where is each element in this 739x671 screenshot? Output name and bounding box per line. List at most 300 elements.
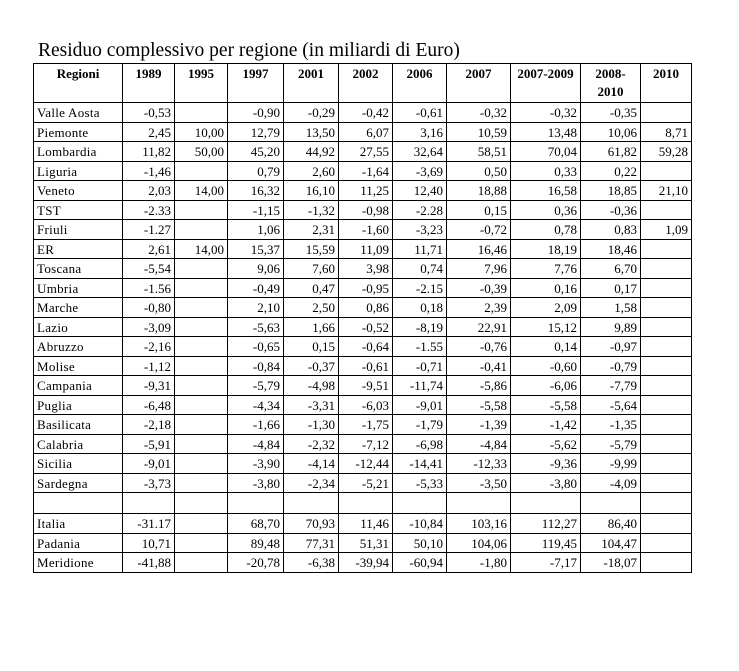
table-cell: -2.28 [393, 200, 447, 220]
table-cell [641, 454, 692, 474]
table-cell: 6,70 [581, 259, 641, 279]
table-cell: 119,45 [511, 533, 581, 553]
region-name: TST [34, 200, 123, 220]
table-cell [641, 415, 692, 435]
column-header: 2007 [447, 64, 511, 103]
table-cell [641, 278, 692, 298]
table-cell: -4,14 [284, 454, 339, 474]
table-cell: 0,15 [284, 337, 339, 357]
table-cell [175, 415, 228, 435]
table-cell: -7,79 [581, 376, 641, 396]
column-header: 2002 [339, 64, 393, 103]
table-cell: 0,16 [511, 278, 581, 298]
table-cell: 16,58 [511, 181, 581, 201]
empty-cell [34, 493, 123, 514]
table-cell: -5,79 [581, 434, 641, 454]
table-cell: 12,79 [228, 122, 284, 142]
table-cell: -2,32 [284, 434, 339, 454]
region-name: Calabria [34, 434, 123, 454]
table-cell: -0,64 [339, 337, 393, 357]
table-cell: 9,06 [228, 259, 284, 279]
table-cell: -1,60 [339, 220, 393, 240]
table-cell: 14,00 [175, 181, 228, 201]
table-cell: 2,60 [284, 161, 339, 181]
table-row [34, 415, 692, 435]
table-row [34, 434, 692, 454]
table-cell: 2,61 [123, 239, 175, 259]
empty-cell [175, 493, 228, 514]
region-name: Liguria [34, 161, 123, 181]
table-cell: 1,58 [581, 298, 641, 318]
table-cell: 10,00 [175, 122, 228, 142]
empty-cell [284, 493, 339, 514]
table-cell: -6,98 [393, 434, 447, 454]
table-cell: -39,94 [339, 553, 393, 573]
table-cell: 9,89 [581, 317, 641, 337]
table-cell: -3,69 [393, 161, 447, 181]
table-cell: -5,33 [393, 473, 447, 493]
table-cell: -0,29 [284, 103, 339, 123]
table-cell: -1,80 [447, 553, 511, 573]
table-row [34, 298, 692, 318]
table-cell: 11,09 [339, 239, 393, 259]
table-cell: -0,98 [339, 200, 393, 220]
table-cell: -2.33 [123, 200, 175, 220]
table-cell: 0,15 [447, 200, 511, 220]
table-cell: 2,45 [123, 122, 175, 142]
table-row [34, 161, 692, 181]
table-cell: -0,79 [581, 356, 641, 376]
table-cell: -0,76 [447, 337, 511, 357]
table-cell [175, 434, 228, 454]
table-body [34, 103, 692, 573]
table-cell: 7,60 [284, 259, 339, 279]
table-cell: -5,86 [447, 376, 511, 396]
table-cell: 13,48 [511, 122, 581, 142]
table-cell [175, 200, 228, 220]
table-cell: 104,47 [581, 533, 641, 553]
table-row [34, 239, 692, 259]
table-cell: 70,04 [511, 142, 581, 162]
table-cell [641, 259, 692, 279]
table-cell: -7,12 [339, 434, 393, 454]
table-cell: 0,83 [581, 220, 641, 240]
column-header: 2010 [641, 64, 692, 103]
region-name: Abruzzo [34, 337, 123, 357]
table-cell: -0,42 [339, 103, 393, 123]
table-cell: 0,18 [393, 298, 447, 318]
table-cell: 0,78 [511, 220, 581, 240]
table-cell: -5,91 [123, 434, 175, 454]
table-cell: -9,01 [123, 454, 175, 474]
table-cell: -6,38 [284, 553, 339, 573]
table-cell: 112,27 [511, 514, 581, 534]
table-cell: 1,09 [641, 220, 692, 240]
table-cell: -0,95 [339, 278, 393, 298]
table-cell [175, 278, 228, 298]
table-cell: -1.56 [123, 278, 175, 298]
table-cell: 11,46 [339, 514, 393, 534]
table-cell: 7,96 [447, 259, 511, 279]
table-cell: -9,31 [123, 376, 175, 396]
table-cell: -4,84 [447, 434, 511, 454]
table-cell: 51,31 [339, 533, 393, 553]
table-cell: 10,59 [447, 122, 511, 142]
table-cell: -1,15 [228, 200, 284, 220]
table-cell: 2,39 [447, 298, 511, 318]
empty-cell [581, 493, 641, 514]
region-name: ER [34, 239, 123, 259]
table-cell: 18,88 [447, 181, 511, 201]
region-name: Campania [34, 376, 123, 396]
table-cell: -4,34 [228, 395, 284, 415]
table-cell [641, 533, 692, 553]
table-cell: -0,32 [447, 103, 511, 123]
table-row [34, 317, 692, 337]
table-cell: 44,92 [284, 142, 339, 162]
region-name: Padania [34, 533, 123, 553]
table-cell: 11,82 [123, 142, 175, 162]
table-cell [175, 337, 228, 357]
table-cell: -12,33 [447, 454, 511, 474]
table-cell: -5,64 [581, 395, 641, 415]
region-name: Marche [34, 298, 123, 318]
header-row [34, 64, 692, 103]
table-cell: -0,49 [228, 278, 284, 298]
table-cell: -3,50 [447, 473, 511, 493]
table-cell: -1,39 [447, 415, 511, 435]
table-cell: 15,59 [284, 239, 339, 259]
table-cell: -0,32 [511, 103, 581, 123]
table-cell: 16,32 [228, 181, 284, 201]
table-cell: 18,46 [581, 239, 641, 259]
table-cell: 77,31 [284, 533, 339, 553]
table-cell: -1,42 [511, 415, 581, 435]
column-header: 1997 [228, 64, 284, 103]
table-cell [641, 395, 692, 415]
table-row [34, 259, 692, 279]
table-row [34, 278, 692, 298]
table-cell: -5,58 [511, 395, 581, 415]
table-row [34, 200, 692, 220]
table-cell: 2,09 [511, 298, 581, 318]
table-cell: 50,00 [175, 142, 228, 162]
table-cell: 68,70 [228, 514, 284, 534]
column-header: Regioni [34, 64, 123, 103]
table-cell: -4,98 [284, 376, 339, 396]
table-cell: -0,90 [228, 103, 284, 123]
table-cell: -1,12 [123, 356, 175, 376]
table-cell: -11,74 [393, 376, 447, 396]
table-cell: -0,37 [284, 356, 339, 376]
table-cell: -0,84 [228, 356, 284, 376]
table-cell: 18,85 [581, 181, 641, 201]
table-cell: 1,66 [284, 317, 339, 337]
table-cell: -9,01 [393, 395, 447, 415]
table-cell [641, 161, 692, 181]
table-cell: 0,33 [511, 161, 581, 181]
column-header: 1989 [123, 64, 175, 103]
table-row [34, 122, 692, 142]
table-cell: -3,09 [123, 317, 175, 337]
column-header: 2008-2010 [581, 64, 641, 103]
table-cell: 89,48 [228, 533, 284, 553]
table-cell: -6,06 [511, 376, 581, 396]
table-cell: -0,41 [447, 356, 511, 376]
table-cell: -1,35 [581, 415, 641, 435]
table-cell: 103,16 [447, 514, 511, 534]
table-cell: -3,80 [228, 473, 284, 493]
table-cell: 18,19 [511, 239, 581, 259]
table-row [34, 454, 692, 474]
column-header: 1995 [175, 64, 228, 103]
table-cell: 15,12 [511, 317, 581, 337]
table-cell: -0,60 [511, 356, 581, 376]
table-cell: 104,06 [447, 533, 511, 553]
table-cell: 3,98 [339, 259, 393, 279]
region-name: Toscana [34, 259, 123, 279]
table-cell: 15,37 [228, 239, 284, 259]
table-cell: -3,73 [123, 473, 175, 493]
table-cell: 16,46 [447, 239, 511, 259]
table-row [34, 103, 692, 123]
table-cell: -0,61 [393, 103, 447, 123]
table-row [34, 553, 692, 573]
table-cell [175, 473, 228, 493]
table-cell: 0,14 [511, 337, 581, 357]
table-cell: -7,17 [511, 553, 581, 573]
table-cell: -5,62 [511, 434, 581, 454]
table-cell [175, 454, 228, 474]
table-cell [175, 220, 228, 240]
table-cell: -1,66 [228, 415, 284, 435]
region-name: Puglia [34, 395, 123, 415]
table-cell: 32,64 [393, 142, 447, 162]
table-cell: -1.55 [393, 337, 447, 357]
table-cell: 27,55 [339, 142, 393, 162]
region-name: Basilicata [34, 415, 123, 435]
table-cell: 1,06 [228, 220, 284, 240]
table-cell [175, 553, 228, 573]
table-cell [175, 259, 228, 279]
table-cell [641, 514, 692, 534]
table-cell: 11,71 [393, 239, 447, 259]
table-row [34, 181, 692, 201]
table-cell: -3,80 [511, 473, 581, 493]
table-cell: -2,18 [123, 415, 175, 435]
table-cell: 14,00 [175, 239, 228, 259]
region-name: Italia [34, 514, 123, 534]
table-cell: -2,16 [123, 337, 175, 357]
table-row [34, 395, 692, 415]
table-cell: -3,90 [228, 454, 284, 474]
table-cell: -0,52 [339, 317, 393, 337]
table-cell: -9,51 [339, 376, 393, 396]
region-name: Lombardia [34, 142, 123, 162]
table-cell: 13,50 [284, 122, 339, 142]
table-cell [175, 356, 228, 376]
table-cell: -5,21 [339, 473, 393, 493]
table-cell: -8,19 [393, 317, 447, 337]
table-cell: -5,58 [447, 395, 511, 415]
empty-cell [641, 493, 692, 514]
table-cell: 0,47 [284, 278, 339, 298]
table-cell [175, 514, 228, 534]
empty-cell [511, 493, 581, 514]
table-cell: -12,44 [339, 454, 393, 474]
table-cell: 0,17 [581, 278, 641, 298]
table-cell [641, 553, 692, 573]
residuo-table [33, 63, 692, 573]
table-cell: 16,10 [284, 181, 339, 201]
table-cell: -1,46 [123, 161, 175, 181]
table-cell: 59,28 [641, 142, 692, 162]
table-cell: -20,78 [228, 553, 284, 573]
table-cell: -0,71 [393, 356, 447, 376]
column-header: 2006 [393, 64, 447, 103]
table-cell: -9,36 [511, 454, 581, 474]
table-cell: 45,20 [228, 142, 284, 162]
table-cell: -10,84 [393, 514, 447, 534]
table-cell [641, 239, 692, 259]
region-name: Veneto [34, 181, 123, 201]
region-name: Sicilia [34, 454, 123, 474]
table-cell: 61,82 [581, 142, 641, 162]
table-cell: 10,06 [581, 122, 641, 142]
table-cell: 0,50 [447, 161, 511, 181]
table-cell: 0,74 [393, 259, 447, 279]
table-cell [641, 376, 692, 396]
table-cell: 58,51 [447, 142, 511, 162]
table-row [34, 514, 692, 534]
table-cell: -1,79 [393, 415, 447, 435]
table-cell: 2,03 [123, 181, 175, 201]
table-cell: -1.27 [123, 220, 175, 240]
table-cell [175, 533, 228, 553]
table-cell: 0,79 [228, 161, 284, 181]
table-cell: -2,34 [284, 473, 339, 493]
region-name: Sardegna [34, 473, 123, 493]
separator-row [34, 493, 692, 514]
table-cell: 7,76 [511, 259, 581, 279]
table-cell: 0,22 [581, 161, 641, 181]
column-header: 2007-2009 [511, 64, 581, 103]
table-row [34, 142, 692, 162]
region-name: Valle Aosta [34, 103, 123, 123]
column-header: 2001 [284, 64, 339, 103]
table-cell [641, 473, 692, 493]
table-cell: 70,93 [284, 514, 339, 534]
table-cell: -5,79 [228, 376, 284, 396]
table-cell: -9,99 [581, 454, 641, 474]
table-cell: -1,75 [339, 415, 393, 435]
table-cell [641, 434, 692, 454]
table-cell: -0,80 [123, 298, 175, 318]
table-cell: -18,07 [581, 553, 641, 573]
table-cell: 3,16 [393, 122, 447, 142]
table-cell: 21,10 [641, 181, 692, 201]
table-cell [175, 395, 228, 415]
table-cell [641, 200, 692, 220]
table-cell: 6,07 [339, 122, 393, 142]
table-cell: 10,71 [123, 533, 175, 553]
table-cell: -60,94 [393, 553, 447, 573]
empty-cell [123, 493, 175, 514]
table-cell: -5,63 [228, 317, 284, 337]
table-cell [175, 103, 228, 123]
table-cell: -0,36 [581, 200, 641, 220]
table-cell: 22,91 [447, 317, 511, 337]
table-cell [175, 317, 228, 337]
table-cell: 2,10 [228, 298, 284, 318]
table-cell: 86,40 [581, 514, 641, 534]
table-cell [641, 317, 692, 337]
table-cell: 8,71 [641, 122, 692, 142]
region-name: Umbria [34, 278, 123, 298]
region-name: Piemonte [34, 122, 123, 142]
table-cell: -0,97 [581, 337, 641, 357]
table-cell: 50,10 [393, 533, 447, 553]
table-row [34, 356, 692, 376]
empty-cell [339, 493, 393, 514]
document-title: Residuo complessivo per regione (in miliardi di Euro) [38, 40, 460, 61]
table-row [34, 337, 692, 357]
table-cell: -6,48 [123, 395, 175, 415]
table-cell [641, 298, 692, 318]
table-cell: 12,40 [393, 181, 447, 201]
table-cell: 0,36 [511, 200, 581, 220]
empty-cell [393, 493, 447, 514]
table-cell [641, 103, 692, 123]
table-cell: -0,61 [339, 356, 393, 376]
table-cell: -1,32 [284, 200, 339, 220]
table-cell: -31.17 [123, 514, 175, 534]
table-cell: -1,64 [339, 161, 393, 181]
table-cell: -2.15 [393, 278, 447, 298]
table-cell: -6,03 [339, 395, 393, 415]
empty-cell [447, 493, 511, 514]
table-cell: -0,72 [447, 220, 511, 240]
table-cell [641, 337, 692, 357]
table-cell: -4,09 [581, 473, 641, 493]
table-cell: 0,86 [339, 298, 393, 318]
table-cell [175, 298, 228, 318]
table-row [34, 376, 692, 396]
region-name: Lazio [34, 317, 123, 337]
table-cell: -4,84 [228, 434, 284, 454]
table-cell: -0,65 [228, 337, 284, 357]
region-name: Molise [34, 356, 123, 376]
table-cell [175, 161, 228, 181]
empty-cell [228, 493, 284, 514]
table-cell [175, 376, 228, 396]
table-cell: 2,50 [284, 298, 339, 318]
table-cell: -0,39 [447, 278, 511, 298]
table-cell: -3,31 [284, 395, 339, 415]
table-cell [641, 356, 692, 376]
table-cell: -41,88 [123, 553, 175, 573]
table-cell: -0,35 [581, 103, 641, 123]
table-cell: 11,25 [339, 181, 393, 201]
table-cell: -5,54 [123, 259, 175, 279]
table-cell: -1,30 [284, 415, 339, 435]
table-cell: -3,23 [393, 220, 447, 240]
table-row [34, 220, 692, 240]
table-cell: -0,53 [123, 103, 175, 123]
table-row [34, 473, 692, 493]
region-name: Friuli [34, 220, 123, 240]
table-row [34, 533, 692, 553]
